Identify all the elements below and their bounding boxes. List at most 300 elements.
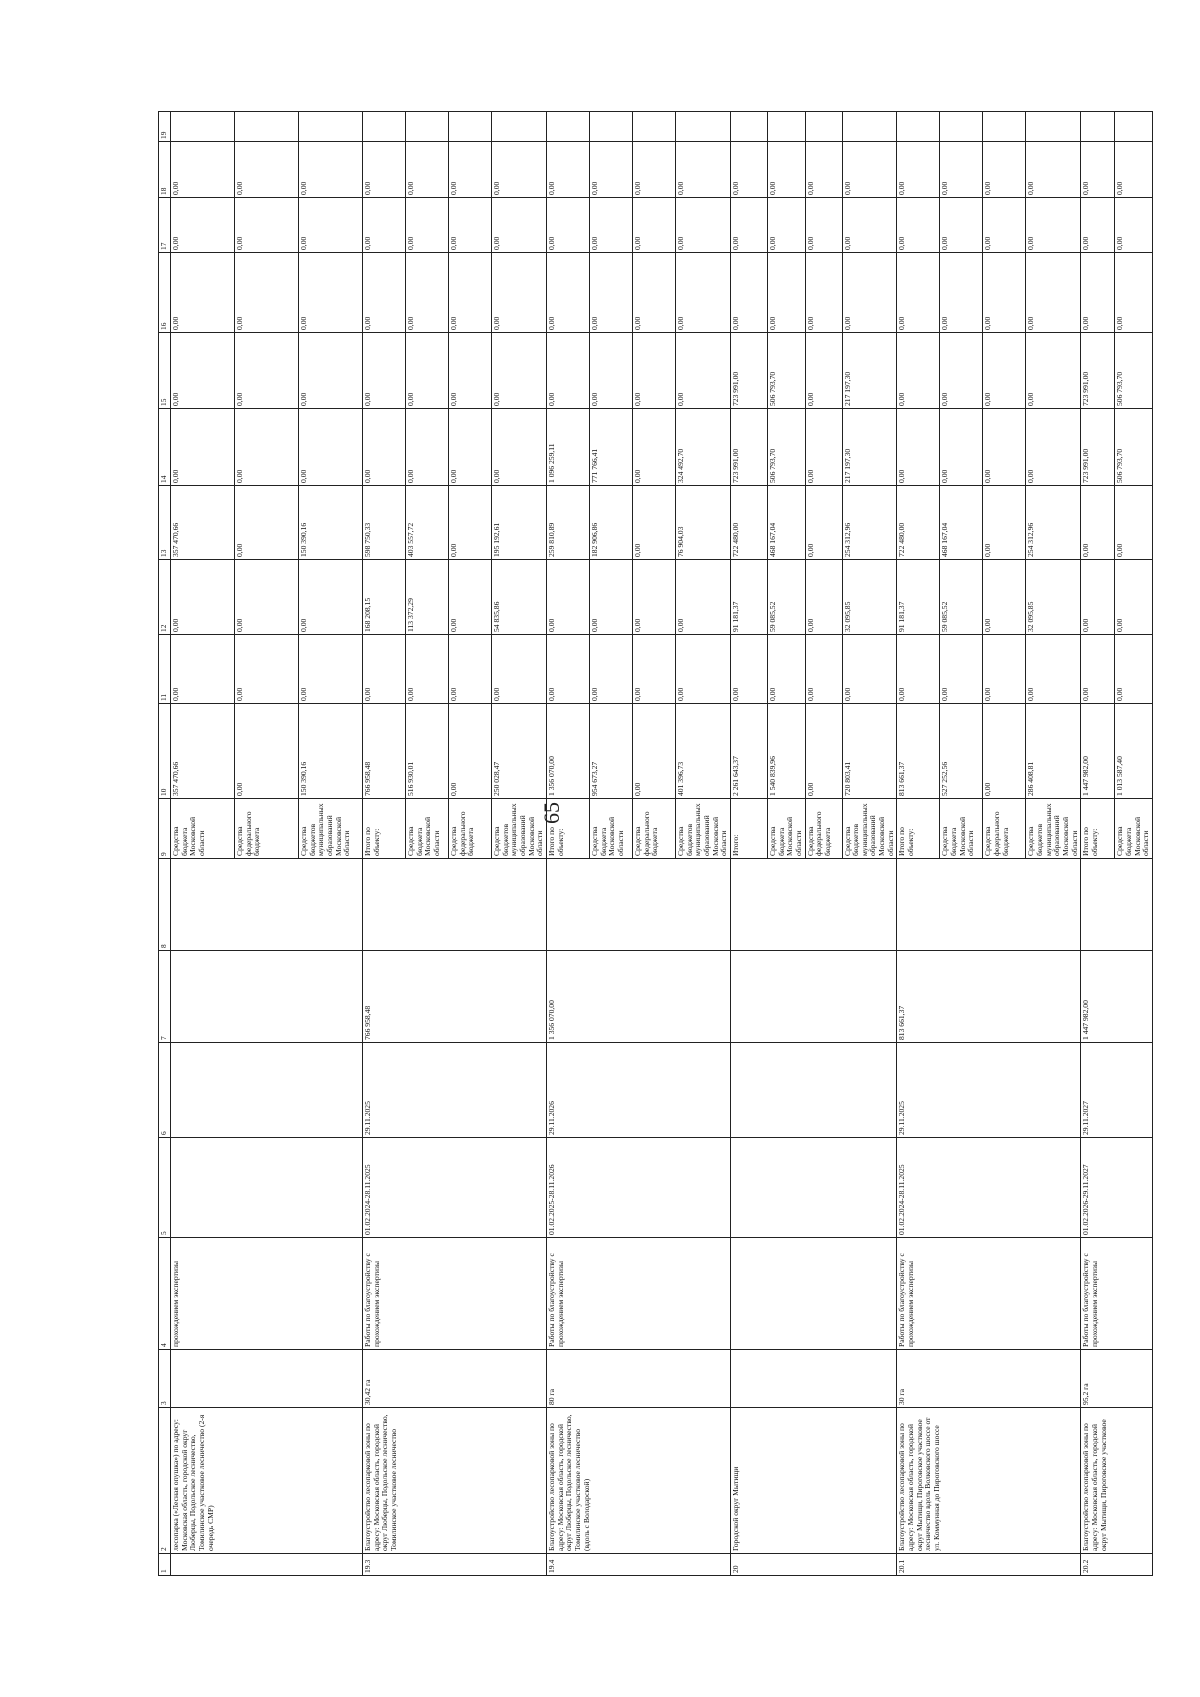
amount-cell: 0,00 [492, 409, 547, 486]
row-number: 19.3 [363, 1554, 547, 1576]
amount-cell: 0,00 [235, 486, 299, 560]
amount-cell: 0,00 [363, 253, 406, 333]
amount-cell: 0,00 [1115, 560, 1153, 635]
amount-cell: 0,00 [546, 333, 589, 409]
column-number: 15 [159, 333, 171, 409]
amount-cell: 0,00 [842, 253, 897, 333]
amount-cell: 0,00 [940, 333, 983, 409]
amount-cell: 0,00 [1081, 198, 1115, 253]
estimated-cost: 766 958,48 [363, 951, 547, 1043]
amount-cell: 1 356 070,00 [546, 704, 589, 799]
amount-cell: 357 470,66 [171, 486, 235, 560]
funding-source: Средства бюджета Московской области [171, 799, 235, 859]
funding-source: Средства бюджетов муниципальных образований Московской области [675, 799, 730, 859]
amount-cell: 0,00 [546, 253, 589, 333]
row-number: 20.2 [1081, 1554, 1153, 1576]
object-area: 95,2 га [1081, 1350, 1153, 1408]
amount-cell: 0,00 [363, 198, 406, 253]
funding-source: Итого по объекту: [1081, 799, 1115, 859]
estimated-cost: 813 661,37 [897, 951, 1081, 1043]
funding-source: Итого: [730, 799, 767, 859]
amount-cell: 0,00 [235, 560, 299, 635]
amount-cell: 0,00 [730, 198, 767, 253]
amount-cell: 0,00 [805, 704, 842, 799]
col8-cell [546, 859, 730, 951]
amount-cell: 0,00 [171, 409, 235, 486]
col19-cell [805, 112, 842, 142]
col19-cell [546, 112, 589, 142]
column-number: 2 [159, 1408, 171, 1554]
amount-cell: 0,00 [897, 142, 940, 198]
funding-source: Средства бюджета Московской области [767, 799, 805, 859]
amount-cell: 0,00 [406, 253, 449, 333]
row-number: 19.4 [546, 1554, 730, 1576]
amount-cell: 0,00 [842, 142, 897, 198]
estimated-cost: 1 356 070,00 [546, 951, 730, 1043]
table-row [1081, 112, 1115, 1576]
amount-cell: 59 085,52 [940, 560, 983, 635]
amount-cell: 0,00 [805, 253, 842, 333]
col19-cell [940, 112, 983, 142]
amount-cell: 91 181,37 [897, 560, 940, 635]
work-type: Работы по благоустройству с прохождением экспертизы [897, 1238, 1081, 1350]
amount-cell: 0,00 [406, 198, 449, 253]
col19-cell [299, 112, 363, 142]
amount-cell: 0,00 [842, 635, 897, 704]
amount-cell: 0,00 [299, 333, 363, 409]
col19-cell [675, 112, 730, 142]
funding-source: Итого по объекту: [363, 799, 406, 859]
amount-cell: 0,00 [1115, 635, 1153, 704]
column-number: 3 [159, 1350, 171, 1408]
amount-cell: 723 991,00 [730, 409, 767, 486]
work-period: 01.02.2025-28.11.2026 [546, 1138, 730, 1238]
amount-cell: 0,00 [1115, 486, 1153, 560]
amount-cell: 0,00 [1026, 253, 1081, 333]
amount-cell: 0,00 [767, 198, 805, 253]
amount-cell: 286 408,81 [1026, 704, 1081, 799]
work-period: 01.02.2026-29.11.2027 [1081, 1138, 1153, 1238]
col19-cell [589, 112, 632, 142]
amount-cell: 259 810,89 [546, 486, 589, 560]
amount-cell: 0,00 [983, 635, 1026, 704]
table-row [363, 112, 406, 1576]
work-type: прохождением экспертизы [171, 1238, 363, 1350]
column-number: 8 [159, 859, 171, 951]
object-area: 30,42 га [363, 1350, 547, 1408]
amount-cell: 0,00 [449, 198, 492, 253]
object-area [730, 1350, 897, 1408]
amount-cell: 516 930,01 [406, 704, 449, 799]
amount-cell: 506 793,70 [1115, 409, 1153, 486]
amount-cell: 0,00 [363, 635, 406, 704]
program-table-sheet [158, 112, 1151, 1576]
amount-cell: 506 793,70 [767, 409, 805, 486]
amount-cell: 0,00 [1081, 253, 1115, 333]
column-number: 16 [159, 253, 171, 333]
column-number: 13 [159, 486, 171, 560]
object-name: Благоустройство лесопарковой зоны по адресу: Московская область, городской округ Мытищи, Пироговское участковое лесничество вдоль Волковского шоссе от ул. Коммунная до Пироговского шоссе [897, 1408, 1081, 1554]
amount-cell: 0,00 [171, 560, 235, 635]
col19-cell [171, 112, 235, 142]
column-number: 14 [159, 409, 171, 486]
amount-cell: 0,00 [805, 142, 842, 198]
amount-cell: 0,00 [235, 409, 299, 486]
amount-cell: 0,00 [632, 142, 675, 198]
amount-cell: 0,00 [730, 142, 767, 198]
completion-date: 29.11.2025 [897, 1043, 1081, 1138]
amount-cell: 0,00 [632, 560, 675, 635]
object-name: лесопарка («Лесная опушка») по адресу: Московская область, городской округ Люберцы, Подольское лесничество, Томилинское участковое лесничество (2-я очередь СМР) [171, 1408, 363, 1554]
funding-source: Средства бюджета Московской области [1115, 799, 1153, 859]
col19-cell [406, 112, 449, 142]
table-row [171, 112, 235, 1576]
amount-cell: 0,00 [1026, 409, 1081, 486]
amount-cell: 2 261 643,37 [730, 704, 767, 799]
amount-cell: 0,00 [940, 409, 983, 486]
amount-cell: 0,00 [842, 198, 897, 253]
amount-cell: 506 793,70 [767, 333, 805, 409]
amount-cell: 720 803,41 [842, 704, 897, 799]
amount-cell: 0,00 [1026, 198, 1081, 253]
object-area: 80 га [546, 1350, 730, 1408]
amount-cell: 0,00 [940, 198, 983, 253]
amount-cell: 0,00 [299, 253, 363, 333]
amount-cell: 0,00 [805, 409, 842, 486]
amount-cell: 0,00 [730, 635, 767, 704]
amount-cell: 0,00 [363, 409, 406, 486]
column-number: 4 [159, 1238, 171, 1350]
column-number: 10 [159, 704, 171, 799]
col19-cell [767, 112, 805, 142]
amount-cell: 0,00 [1115, 198, 1153, 253]
col19-cell [363, 112, 406, 142]
amount-cell: 0,00 [983, 198, 1026, 253]
completion-date: 29.11.2025 [363, 1043, 547, 1138]
table-row [897, 112, 940, 1576]
amount-cell: 813 661,37 [897, 704, 940, 799]
amount-cell: 0,00 [675, 560, 730, 635]
amount-cell: 0,00 [805, 560, 842, 635]
funding-source: Итого по объекту: [546, 799, 589, 859]
amount-cell: 0,00 [897, 635, 940, 704]
work-type: Работы по благоустройству с прохождением экспертизы [363, 1238, 547, 1350]
amount-cell: 0,00 [492, 635, 547, 704]
amount-cell: 0,00 [767, 253, 805, 333]
amount-cell: 0,00 [1081, 560, 1115, 635]
column-number: 12 [159, 560, 171, 635]
amount-cell: 766 958,48 [363, 704, 406, 799]
amount-cell: 0,00 [983, 253, 1026, 333]
column-number: 5 [159, 1138, 171, 1238]
funding-source: Средства бюджетов муниципальных образований Московской области [492, 799, 547, 859]
column-number: 1 [159, 1554, 171, 1576]
col19-cell [730, 112, 767, 142]
amount-cell: 91 181,37 [730, 560, 767, 635]
amount-cell: 0,00 [235, 253, 299, 333]
work-period [730, 1138, 897, 1238]
amount-cell: 722 480,00 [897, 486, 940, 560]
amount-cell: 401 396,73 [675, 704, 730, 799]
amount-cell: 468 167,04 [940, 486, 983, 560]
column-number: 6 [159, 1043, 171, 1138]
amount-cell: 0,00 [1026, 635, 1081, 704]
work-type [730, 1238, 897, 1350]
amount-cell: 0,00 [805, 333, 842, 409]
amount-cell: 0,00 [299, 409, 363, 486]
object-name: Городской округ Мытищи [730, 1408, 897, 1554]
col19-cell [235, 112, 299, 142]
amount-cell: 0,00 [449, 142, 492, 198]
amount-cell: 0,00 [675, 635, 730, 704]
amount-cell: 0,00 [632, 486, 675, 560]
col19-cell [492, 112, 547, 142]
amount-cell: 0,00 [632, 253, 675, 333]
completion-date [171, 1043, 363, 1138]
amount-cell: 0,00 [171, 198, 235, 253]
amount-cell: 0,00 [171, 142, 235, 198]
amount-cell: 0,00 [363, 333, 406, 409]
amount-cell: 0,00 [492, 253, 547, 333]
amount-cell: 0,00 [805, 486, 842, 560]
financing-table [158, 111, 1153, 1576]
amount-cell: 0,00 [940, 253, 983, 333]
amount-cell: 954 673,27 [589, 704, 632, 799]
amount-cell: 32 095,85 [1026, 560, 1081, 635]
amount-cell: 723 991,00 [730, 333, 767, 409]
amount-cell: 0,00 [589, 560, 632, 635]
amount-cell: 0,00 [235, 198, 299, 253]
row-number [171, 1554, 363, 1576]
work-period [171, 1138, 363, 1238]
funding-source: Средства бюджета Московской области [589, 799, 632, 859]
amount-cell: 723 991,00 [1081, 333, 1115, 409]
amount-cell: 76 904,03 [675, 486, 730, 560]
amount-cell: 0,00 [171, 333, 235, 409]
amount-cell: 0,00 [492, 198, 547, 253]
amount-cell: 0,00 [546, 635, 589, 704]
amount-cell: 0,00 [767, 142, 805, 198]
col19-cell [842, 112, 897, 142]
amount-cell: 0,00 [235, 142, 299, 198]
work-type: Работы по благоустройству с прохождением экспертизы [1081, 1238, 1153, 1350]
amount-cell: 0,00 [1115, 142, 1153, 198]
amount-cell: 324 492,70 [675, 409, 730, 486]
amount-cell: 150 390,16 [299, 486, 363, 560]
col8-cell [1081, 859, 1153, 951]
work-period: 01.02.2024-28.11.2025 [897, 1138, 1081, 1238]
amount-cell: 0,00 [675, 142, 730, 198]
funding-source: Средства бюджетов муниципальных образований Московской области [1026, 799, 1081, 859]
funding-source: Средства федерального бюджета [449, 799, 492, 859]
amount-cell: 182 906,86 [589, 486, 632, 560]
amount-cell: 0,00 [449, 253, 492, 333]
amount-cell: 0,00 [1026, 142, 1081, 198]
col19-cell [1115, 112, 1153, 142]
amount-cell: 0,00 [299, 142, 363, 198]
completion-date: 29.11.2026 [546, 1043, 730, 1138]
amount-cell: 168 208,15 [363, 560, 406, 635]
amount-cell: 0,00 [1081, 486, 1115, 560]
column-number-row [159, 112, 171, 1576]
amount-cell: 195 192,61 [492, 486, 547, 560]
funding-source: Итого по объекту: [897, 799, 940, 859]
amount-cell: 0,00 [897, 409, 940, 486]
amount-cell: 0,00 [589, 333, 632, 409]
amount-cell: 150 390,16 [299, 704, 363, 799]
amount-cell: 217 197,30 [842, 333, 897, 409]
col8-cell [171, 859, 363, 951]
amount-cell: 0,00 [235, 704, 299, 799]
amount-cell: 0,00 [632, 704, 675, 799]
amount-cell: 0,00 [983, 560, 1026, 635]
completion-date [730, 1043, 897, 1138]
amount-cell: 54 835,86 [492, 560, 547, 635]
col19-cell [1026, 112, 1081, 142]
amount-cell: 0,00 [632, 635, 675, 704]
amount-cell: 1 447 982,00 [1081, 704, 1115, 799]
amount-cell: 0,00 [940, 635, 983, 704]
amount-cell: 0,00 [983, 704, 1026, 799]
amount-cell: 0,00 [449, 333, 492, 409]
amount-cell: 0,00 [983, 333, 1026, 409]
amount-cell: 0,00 [492, 333, 547, 409]
amount-cell: 0,00 [1026, 333, 1081, 409]
amount-cell: 0,00 [406, 409, 449, 486]
amount-cell: 0,00 [492, 142, 547, 198]
work-period: 01.02.2024-28.11.2025 [363, 1138, 547, 1238]
amount-cell: 0,00 [632, 409, 675, 486]
amount-cell: 0,00 [449, 635, 492, 704]
amount-cell: 0,00 [675, 253, 730, 333]
amount-cell: 254 312,96 [1026, 486, 1081, 560]
amount-cell: 113 372,29 [406, 560, 449, 635]
column-number: 18 [159, 142, 171, 198]
amount-cell: 0,00 [1115, 253, 1153, 333]
amount-cell: 59 085,52 [767, 560, 805, 635]
amount-cell: 357 470,66 [171, 704, 235, 799]
completion-date: 29.11.2027 [1081, 1043, 1153, 1138]
amount-cell: 0,00 [730, 253, 767, 333]
column-number: 7 [159, 951, 171, 1043]
funding-source: Средства бюджетов муниципальных образований Московской области [299, 799, 363, 859]
amount-cell: 32 095,85 [842, 560, 897, 635]
amount-cell: 0,00 [983, 486, 1026, 560]
amount-cell: 0,00 [299, 560, 363, 635]
col19-cell [983, 112, 1026, 142]
amount-cell: 1 096 259,11 [546, 409, 589, 486]
amount-cell: 403 557,72 [406, 486, 449, 560]
object-name: Благоустройство лесопарковой зоны по адресу: Московская область, городской округ Люберцы, Подольское лесничество, Томилинское участковое лесничество (вдоль с Володарской) [546, 1408, 730, 1554]
amount-cell: 217 197,30 [842, 409, 897, 486]
amount-cell: 0,00 [897, 253, 940, 333]
object-area: 30 га [897, 1350, 1081, 1408]
amount-cell: 0,00 [589, 635, 632, 704]
amount-cell: 0,00 [805, 635, 842, 704]
amount-cell: 0,00 [546, 560, 589, 635]
amount-cell: 254 312,96 [842, 486, 897, 560]
amount-cell: 771 766,41 [589, 409, 632, 486]
object-name: Благоустройство лесопарковой зоны по адресу: Московская область, городской округ Люберцы, Подольское лесничество, Томилинское участковое лесничество [363, 1408, 547, 1554]
amount-cell: 0,00 [983, 409, 1026, 486]
funding-source: Средства бюджетов муниципальных образований Московской области [842, 799, 897, 859]
col19-cell [632, 112, 675, 142]
amount-cell: 527 252,56 [940, 704, 983, 799]
amount-cell: 0,00 [589, 198, 632, 253]
funding-source: Средства федерального бюджета [235, 799, 299, 859]
funding-source: Средства бюджета Московской области [406, 799, 449, 859]
estimated-cost: 1 447 982,00 [1081, 951, 1153, 1043]
table-row [730, 112, 767, 1576]
amount-cell: 468 167,04 [767, 486, 805, 560]
amount-cell: 0,00 [589, 253, 632, 333]
amount-cell: 0,00 [299, 635, 363, 704]
funding-source: Средства бюджета Московской области [940, 799, 983, 859]
amount-cell: 722 480,00 [730, 486, 767, 560]
col8-cell [363, 859, 547, 951]
table-row [546, 112, 589, 1576]
col8-cell [897, 859, 1081, 951]
amount-cell: 0,00 [897, 198, 940, 253]
amount-cell: 0,00 [1081, 142, 1115, 198]
column-number: 17 [159, 198, 171, 253]
amount-cell: 0,00 [805, 198, 842, 253]
amount-cell: 250 028,47 [492, 704, 547, 799]
funding-source: Средства федерального бюджета [983, 799, 1026, 859]
object-area [171, 1350, 363, 1408]
amount-cell: 0,00 [983, 142, 1026, 198]
row-number: 20.1 [897, 1554, 1081, 1576]
amount-cell: 0,00 [675, 198, 730, 253]
amount-cell: 723 991,00 [1081, 409, 1115, 486]
page-number: 65 [539, 802, 564, 824]
col19-cell [897, 112, 940, 142]
estimated-cost [730, 951, 897, 1043]
amount-cell: 0,00 [589, 142, 632, 198]
amount-cell: 1 540 839,96 [767, 704, 805, 799]
amount-cell: 0,00 [940, 142, 983, 198]
amount-cell: 0,00 [1081, 635, 1115, 704]
funding-source: Средства федерального бюджета [632, 799, 675, 859]
work-type: Работы по благоустройству с прохождением экспертизы [546, 1238, 730, 1350]
amount-cell: 0,00 [363, 142, 406, 198]
column-number: 11 [159, 635, 171, 704]
column-number: 9 [159, 799, 171, 859]
amount-cell: 0,00 [235, 333, 299, 409]
funding-source: Средства федерального бюджета [805, 799, 842, 859]
amount-cell: 0,00 [675, 333, 730, 409]
estimated-cost [171, 951, 363, 1043]
amount-cell: 0,00 [171, 635, 235, 704]
amount-cell: 0,00 [171, 253, 235, 333]
amount-cell: 0,00 [449, 704, 492, 799]
amount-cell: 1 013 587,40 [1115, 704, 1153, 799]
row-number: 20 [730, 1554, 897, 1576]
amount-cell: 0,00 [632, 198, 675, 253]
amount-cell: 0,00 [406, 333, 449, 409]
col19-cell [449, 112, 492, 142]
amount-cell: 598 750,33 [363, 486, 406, 560]
amount-cell: 0,00 [406, 142, 449, 198]
rotated-table-container [158, 112, 1151, 1576]
amount-cell: 0,00 [406, 635, 449, 704]
amount-cell: 0,00 [299, 198, 363, 253]
amount-cell: 0,00 [449, 486, 492, 560]
amount-cell: 0,00 [767, 635, 805, 704]
amount-cell: 506 793,70 [1115, 333, 1153, 409]
amount-cell: 0,00 [235, 635, 299, 704]
amount-cell: 0,00 [546, 198, 589, 253]
